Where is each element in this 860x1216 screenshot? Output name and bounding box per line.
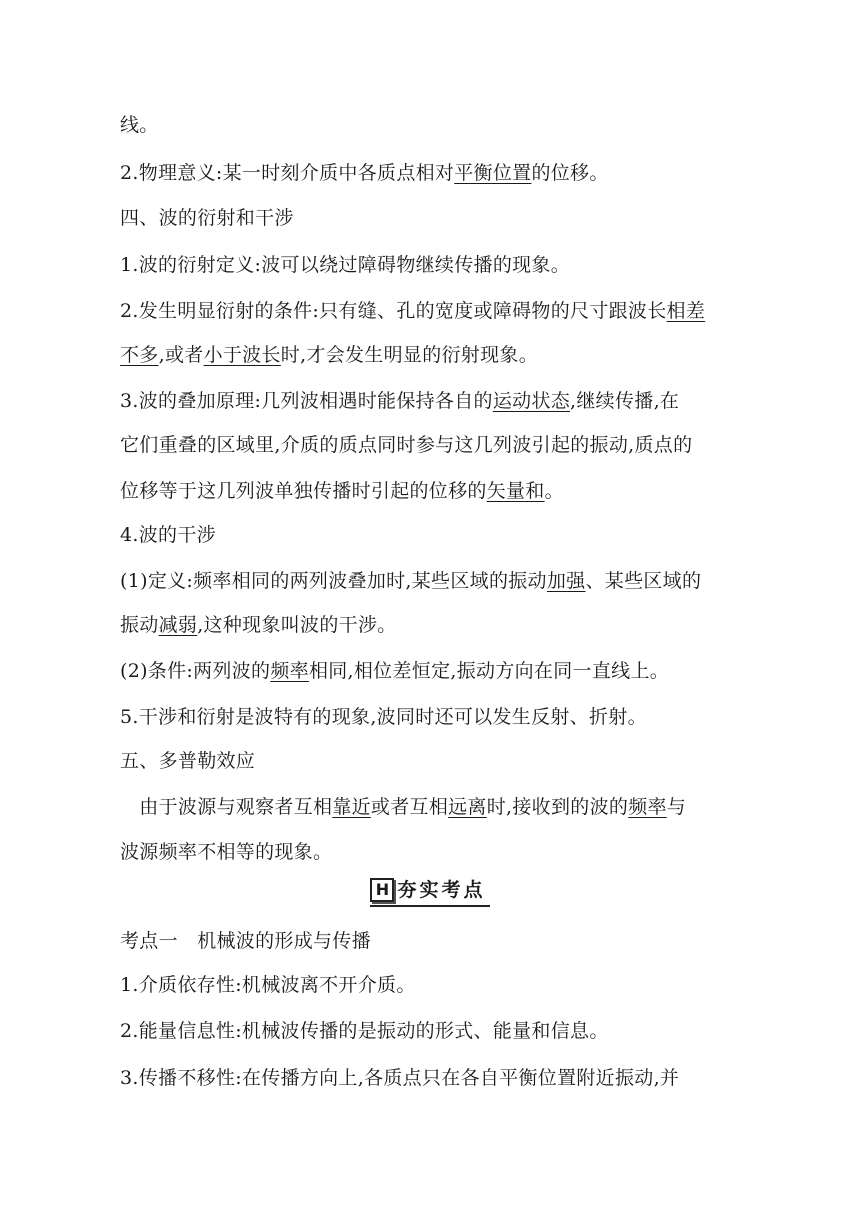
text-line: [120, 522, 740, 548]
text-segment: 、某些区域的: [585, 570, 702, 592]
text-segment: 波源频率不相等的现象。: [120, 841, 333, 863]
text-segment: 与: [666, 796, 687, 818]
text-line: [120, 972, 740, 998]
text-segment: (2)条件:两列波的: [120, 660, 271, 682]
text-line: [120, 298, 740, 324]
underlined-answer: 减弱: [158, 614, 198, 636]
banner-title-wrap: [370, 878, 489, 907]
text-segment: 1.介质依存性:机械波离不开介质。: [120, 974, 416, 996]
underlined-answer: 平衡位置: [454, 162, 532, 184]
text-segment: 振动: [120, 614, 159, 636]
text-line: [120, 160, 740, 186]
underlined-answer: 矢量和: [486, 480, 545, 502]
text-segment: 3.波的叠加原理:几列波相遇时能保持各自的: [120, 390, 493, 412]
text-line: [120, 388, 740, 414]
text-segment: 四、波的衍射和干涉: [120, 207, 294, 229]
text-segment: 由于波源与观察者互相: [120, 796, 333, 818]
underlined-answer: 不多: [120, 344, 159, 366]
text-segment: 2.发生明显衍射的条件:只有缝、孔的宽度或障碍物的尺寸跟波长: [120, 300, 667, 322]
text-segment: 它们重叠的区域里,介质的质点同时参与这几列波引起的振动,质点的: [120, 434, 693, 456]
text-line: [120, 568, 740, 594]
text-segment: 的位移。: [531, 162, 609, 184]
text-segment: 4.波的干涉: [120, 524, 216, 546]
underlined-answer: 加强: [546, 570, 586, 592]
text-segment: 或者互相: [370, 796, 449, 818]
text-line: [120, 478, 740, 504]
underlined-answer: 频率: [270, 660, 309, 682]
section-banner: [0, 878, 860, 907]
underlined-answer: 靠近: [332, 796, 371, 818]
underlined-answer: 频率: [628, 796, 667, 818]
text-line: [120, 432, 740, 458]
text-segment: 。: [544, 480, 564, 502]
text-line: [120, 205, 740, 231]
text-line: [120, 794, 740, 820]
underlined-answer: 相差: [666, 300, 706, 322]
text-line: [120, 1065, 740, 1091]
text-segment: 2.能量信息性:机械波传播的是振动的形式、能量和信息。: [120, 1020, 609, 1042]
text-line: [120, 112, 740, 138]
text-segment: 3.传播不移性:在传播方向上,各质点只在各自平衡位置附近振动,并: [120, 1067, 680, 1089]
text-line: [120, 704, 740, 730]
text-segment: 五、多普勒效应: [120, 750, 256, 772]
text-segment: ,或者: [158, 344, 204, 366]
text-line: [120, 612, 740, 638]
banner-title: 夯实考点: [397, 879, 486, 901]
text-line: [120, 252, 740, 278]
text-line: [120, 342, 740, 368]
text-segment: 时,才会发生明显的衍射现象。: [280, 344, 539, 366]
text-line: [120, 748, 740, 774]
text-line: [120, 658, 740, 684]
text-segment: 考点一 机械波的形成与传播: [120, 930, 371, 952]
text-segment: ,这种现象叫波的干涉。: [197, 614, 397, 636]
banner-badge-icon: H: [370, 878, 394, 902]
text-segment: (1)定义:频率相同的两列波叠加时,某些区域的振动: [120, 570, 547, 592]
text-segment: 2.物理意义:某一时刻介质中各质点相对: [120, 162, 455, 184]
underlined-answer: 运动状态: [492, 390, 571, 412]
text-segment: 相同,相位差恒定,振动方向在同一直线上。: [308, 660, 670, 682]
text-segment: 1.波的衍射定义:波可以绕过障碍物继续传播的现象。: [120, 254, 571, 276]
text-segment: ,继续传播,在: [570, 390, 680, 412]
text-segment: 5.干涉和衍射是波特有的现象,波同时还可以发生反射、折射。: [120, 706, 647, 728]
text-line: [120, 1018, 740, 1044]
underlined-answer: 远离: [448, 796, 487, 818]
text-line: [120, 928, 740, 954]
text-segment: 位移等于这几列波单独传播时引起的位移的: [120, 480, 487, 502]
underlined-answer: 小于波长: [203, 344, 281, 366]
text-segment: 线。: [120, 114, 159, 136]
text-segment: 时,接收到的波的: [486, 796, 629, 818]
text-line: [120, 839, 740, 865]
